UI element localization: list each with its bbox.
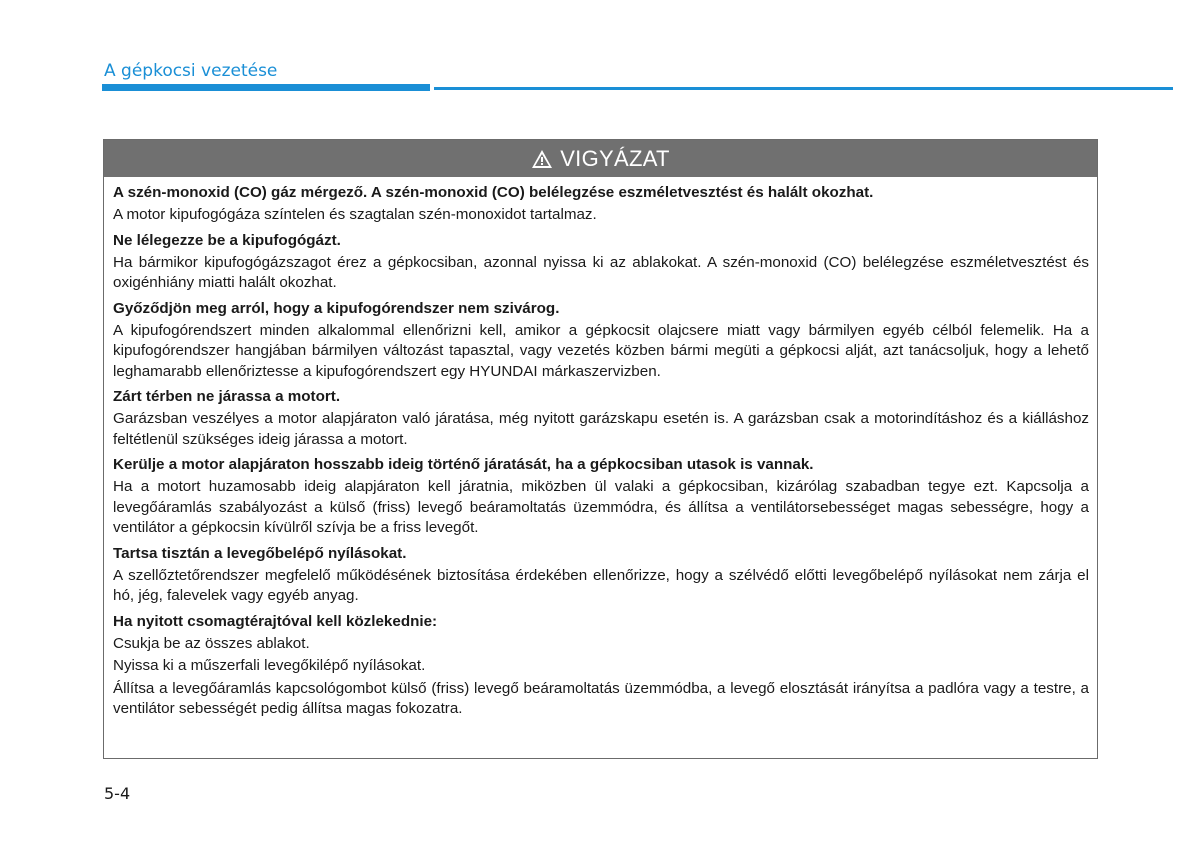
- warning-heading: Zárt térben ne járassa a motort.: [113, 388, 341, 405]
- header-rule-thin: [434, 87, 1173, 90]
- warning-heading: Kerülje a motor alapjáraton hosszabb ideig történő járatását, ha a gépkocsiban utasok is vannak.: [113, 456, 814, 473]
- warning-paragraph: Ha bármikor kipufogógázszagot érez a gépkocsiban, azonnal nyissa ki az ablakokat. A szén-monoxid (CO) belélegzése eszméletvesztést és oxigénhiány miatti halált okozhat.: [113, 253, 1089, 291]
- warning-heading: Ha nyitott csomagtérajtóval kell közlekednie:: [113, 612, 438, 630]
- warning-paragraph: A szellőztetőrendszer megfelelő működésének biztosítása érdekében ellenőrizze, hogy a szélvédő előtti levegőbelépő nyílásokat nem zárja el hó, jég, falevelek vagy egyéb anyag.: [113, 566, 1089, 604]
- page-number: 5-4: [104, 784, 131, 803]
- warning-box: [103, 139, 1098, 759]
- warning-block: [113, 386, 1089, 450]
- warning-heading: A szén-monoxid (CO) gáz mérgező. A szén-monoxid (CO) belélegzése eszméletvesztést és halált okozhat.: [113, 184, 874, 201]
- header-rule-thick: [102, 84, 430, 91]
- warning-block: [113, 543, 1089, 607]
- warning-paragraph: Csukja be az összes ablakot.: [113, 634, 310, 652]
- warning-block: [113, 182, 1089, 226]
- warning-body: [104, 177, 1097, 720]
- warning-paragraph: Ha a motort huzamosabb ideig alapjáraton kell járatnia, miközben ül valaki a gépkocsiban, kizárólag szabadban tegye ezt. Kapcsolja a levegőáramlás szabályozást a külső (friss) levegő beáramoltatás üzemmódra, és állítsa a ventilátorsebességet magas sebességre, hogy a ventilátor a gépkocsin kívülről szívja be a friss levegőt.: [113, 478, 1089, 536]
- warning-title: VIGYÁZAT: [560, 145, 670, 171]
- warning-paragraph: Állítsa a levegőáramlás kapcsológombot külső (friss) levegő beáramoltatás üzemmódba, a levegő elosztását irányítsa a padlóra vagy a testre, a ventilátor sebességét pedig állítsa magas fokozatra.: [113, 679, 1089, 717]
- section-title: A gépkocsi vezetése: [104, 61, 278, 81]
- warning-paragraph: A kipufogórendszert minden alkalommal ellenőrizni kell, amikor a gépkocsit olajcsere miatt vagy bármilyen egyéb célból felemelik. Ha a kipufogórendszer hangjában bármilyen változást tapasztal, vagy vezetés közben bármi megüti a gépkocsi alját, azt tanácsoljuk, hogy a lehető leghamarabb ellenőriztesse a kipufogórendszert egy HYUNDAI márkaszervizben.: [113, 321, 1089, 380]
- warning-paragraph: Garázsban veszélyes a motor alapjáraton való járatása, még nyitott garázskapu esetén is. A garázsban csak a motorindításhoz és a kiálláshoz feltétlenül szükséges ideig járassa a motort.: [113, 410, 1089, 448]
- warning-heading: Ne lélegezze be a kipufogógázt.: [113, 231, 341, 249]
- warning-block: [113, 298, 1089, 383]
- warning-block: [113, 611, 1089, 720]
- warning-header: [104, 140, 1097, 177]
- warning-heading: Győződjön meg arról, hogy a kipufogórendszer nem szivárog.: [113, 299, 560, 317]
- warning-block: [113, 230, 1089, 294]
- warning-paragraph: Nyissa ki a műszerfali levegőkilépő nyílásokat.: [113, 657, 426, 674]
- warning-block: [113, 454, 1089, 539]
- warning-heading: Tartsa tisztán a levegőbelépő nyílásokat.: [113, 544, 407, 562]
- warning-paragraph: A motor kipufogógáza színtelen és szagtalan szén-monoxidot tartalmaz.: [113, 206, 597, 223]
- warning-triangle-icon: [531, 149, 553, 169]
